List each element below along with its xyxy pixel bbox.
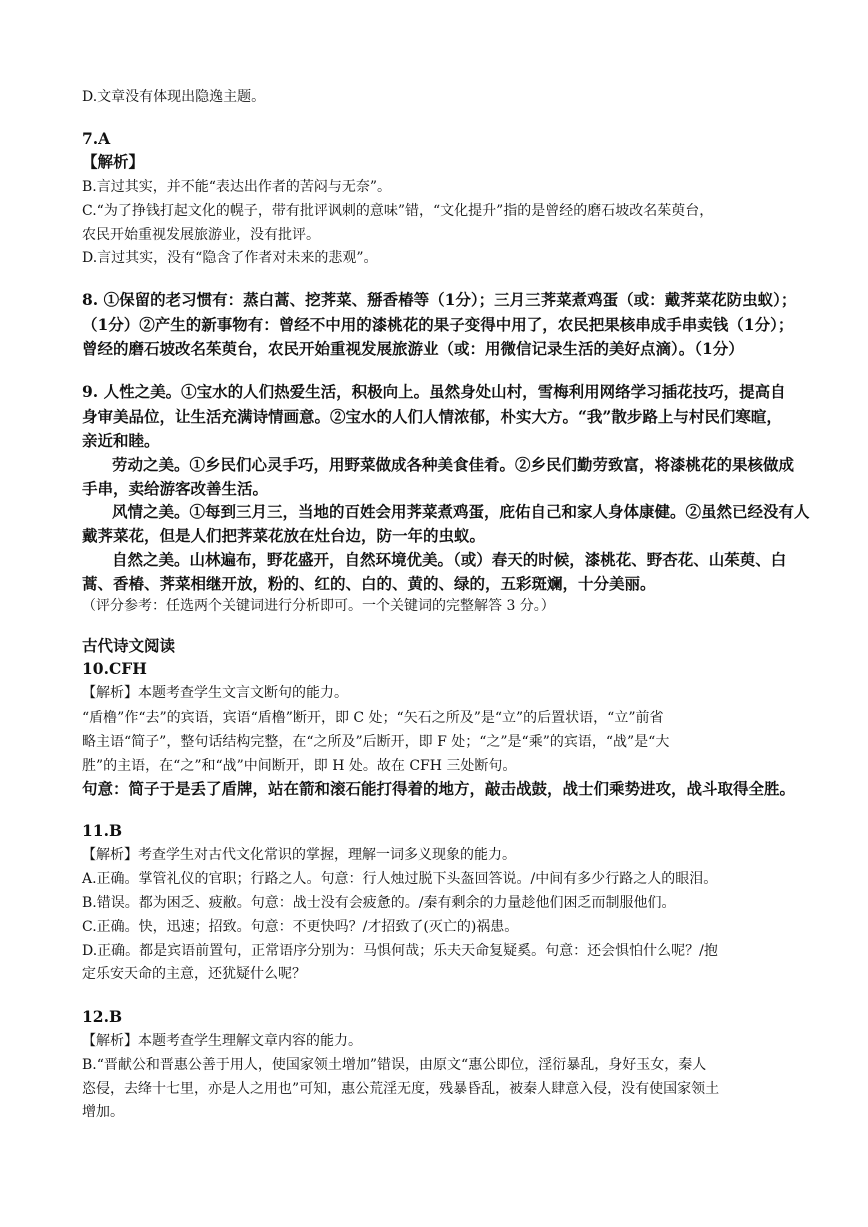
scoring-note: （评分参考：任选两个关键词进行分析即可。一个关键词的完整解答 3 分。）: [82, 598, 555, 614]
analysis-11: 【解析】考查学生对古代文化常识的掌握，理解一词多义现象的能力。: [82, 847, 516, 863]
answer-9-custom-cont: 戴荠菜花，但是人们把荠菜花放在灶台边，防一年的虫蚁。: [82, 526, 486, 545]
answer-11: 11.B: [82, 821, 123, 840]
answer-8-line1: 8. ①保留的老习惯有：蒸白蒿、挖荠菜、掰香椿等（1分）；三月三荠菜煮鸡蛋（或：戴荠菜花防虫蚁）；: [82, 290, 797, 309]
analysis-10: 【解析】本题考查学生文言文断句的能力。: [82, 685, 348, 701]
q11-option-b: B.错误。都为困乏、疲敝。句意：战士没有会疲惫的。/秦有剩余的力量趁他们困乏而制服他们。: [82, 895, 676, 911]
answer-9-nature: 自然之美。山林遍布，野花盛开，自然环境优美。（或）春天的时候，漆桃花、野杏花、山茱萸、白: [112, 550, 787, 569]
q7-option-c: C.“为了挣钱打起文化的幌子，带有批评讽刺的意味”错，“文化提升”指的是曾经的磨石坡改名茱萸台，: [82, 203, 714, 219]
analysis-12: 【解析】本题考查学生理解文章内容的能力。: [82, 1033, 362, 1049]
option-d-q6: D.文章没有体现出隐逸主题。: [82, 89, 266, 105]
answer-9-line3: 亲近和睦。: [82, 431, 160, 450]
analysis-label-7: 【解析】: [82, 152, 145, 171]
q12-option-b-line1: B.“晋献公和晋惠公善于用人，使国家领土增加”错误，由原文“惠公即位，淫衍暴乱，身好玉女，秦人: [82, 1057, 707, 1073]
q12-option-b-line3: 增加。: [82, 1104, 124, 1120]
q12-option-b-line2: 恣侵，去绛十七里，亦是人之用也”可知，惠公荒淫无度，残暴昏乱，被秦人肆意入侵，没有使国家领土: [82, 1081, 720, 1097]
answer-7: 7.A: [82, 129, 111, 148]
answer-9-line1: 9. 人性之美。①宝水的人们热爱生活，积极向上。虽然身处山村，雪梅利用网络学习插花技巧，提高自: [82, 382, 786, 401]
q11-option-a: A.正确。掌管礼仪的官职；行路之人。句意：行人烛过脱下头盔回答说。/中间有多少行路之人的眼泪。: [82, 871, 718, 887]
analysis-10-line2: 略主语“简子”，整句话结构完整，在“之所及”后断开，即 F 处；“之”是“乘”的宾语，“战”是“大: [82, 734, 670, 750]
analysis-10-line1: “盾橹”作“去”的宾语，宾语“盾橹”断开，即 C 处；“矢石之所及”是“立”的后置状语，“立”前省: [82, 710, 664, 726]
q7-option-b: B.言过其实，并不能“表达出作者的苦闷与无奈”。: [82, 179, 392, 195]
answer-10: 10.CFH: [82, 659, 147, 678]
answer-9-labor: 劳动之美。①乡民们心灵手巧，用野菜做成各种美食佳肴。②乡民们勤劳致富，将漆桃花的果核做成: [112, 455, 795, 474]
q11-option-d-cont: 定乐安天命的主意，还犹疑什么呢？: [82, 966, 306, 982]
translation-10: 句意：简子于是丢了盾牌，站在箭和滚石能打得着的地方，敲击战鼓，战士们乘势进攻，战斗取得全胜。: [82, 779, 796, 798]
q11-option-d: D.正确。都是宾语前置句，正常语序分别为：马惧何哉；乐夫天命复疑奚。句意：还会惧怕什么呢？/抱: [82, 943, 718, 959]
answer-9-custom: 风情之美。①每到三月三，当地的百姓会用荠菜煮鸡蛋，庇佑自己和家人身体康健。②虽然已经没有人: [112, 502, 810, 521]
q11-option-c: C.正确。快，迅速；招致。句意：不更快吗？/才招致了(灭亡的)祸患。: [82, 919, 519, 935]
answer-9-nature-cont: 蒿、香椿、荠菜相继开放，粉的、红的、白的、黄的、绿的，五彩斑斓，十分美丽。: [82, 574, 656, 593]
analysis-10-line3: 胜”的主语，在“之”和“战”中间断开，即 H 处。故在 CFH 三处断句。: [82, 758, 517, 774]
answer-8-line2: （1分）②产生的新事物有：曾经不中用的漆桃花的果子变得中用了，农民把果核串成手串卖钱（1分）；: [82, 315, 794, 334]
answer-9-line2: 身审美品位，让生活充满诗情画意。②宝水的人们人情浓郁，朴实大方。“我”散步路上与村民们寒暄，: [82, 407, 782, 426]
answer-8-line3: 曾经的磨石坡改名茱萸台，农民开始重视发展旅游业（或：用微信记录生活的美好点滴）。（1分）: [82, 339, 744, 358]
answer-12: 12.B: [82, 1007, 123, 1026]
section-heading-classical: 古代诗文阅读: [82, 636, 176, 655]
q7-option-d: D.言过其实，没有“隐含了作者对未来的悲观”。: [82, 250, 378, 266]
answer-9-labor-cont: 手串，卖给游客改善生活。: [82, 479, 269, 498]
q7-option-c-cont: 农民开始重视发展旅游业，没有批评。: [82, 227, 320, 243]
